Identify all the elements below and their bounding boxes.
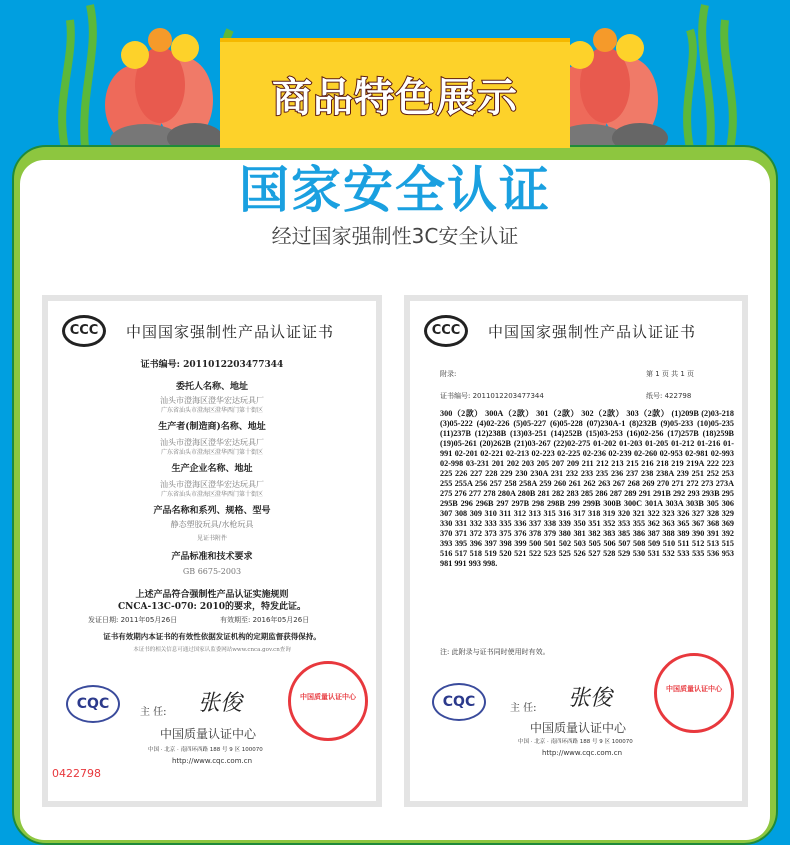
expiry-date: 有效期至: 2016年05月26日 <box>220 616 310 624</box>
ccc-logo: CCC <box>62 315 106 347</box>
org-url: http://www.cqc.com.cn <box>172 757 253 765</box>
org-address: 中国 · 北京 · 南四环西路 188 号 9 区 100070 <box>148 747 263 753</box>
section-subtitle: 经过国家强制性3C安全认证 <box>271 224 519 248</box>
org-name: 中国质量认证中心 <box>530 721 627 735</box>
appendix-note: 注: 此附录与证书同时使用时有效。 <box>440 648 550 656</box>
value: 广东省汕头市澄海区澄华西门第十街区 <box>160 449 263 456</box>
org-name: 中国质量认证中心 <box>160 727 257 741</box>
appendix-label: 附录: <box>440 370 457 378</box>
value: 广东省汕头市澄海区澄华西门第十街区 <box>160 407 263 414</box>
director-label: 主 任: <box>140 707 167 718</box>
value: 广东省汕头市澄海区澄华西门第十街区 <box>160 491 263 498</box>
cert-number: 证书编号: 2011012203477344 <box>140 360 284 370</box>
value: 静态塑胶玩具/水枪玩具 <box>170 520 254 529</box>
certificate-appendix-image <box>404 295 748 807</box>
page-indicator: 第 1 页 共 1 页 <box>646 370 695 378</box>
label: 生产企业名称、地址 <box>171 464 253 474</box>
certificate-image <box>42 295 382 807</box>
org-address: 中国 · 北京 · 南四环西路 188 号 9 区 100070 <box>518 739 633 745</box>
label: 产品标准和技术要求 <box>171 552 253 562</box>
label: 委托人名称、地址 <box>175 382 248 392</box>
banner-title: 商品特色展示 <box>272 75 518 121</box>
issue-date: 发证日期: 2011年05月26日 <box>88 616 178 624</box>
label: 产品名称和系列、规格、型号 <box>153 506 271 516</box>
label: 生产者(制造商)名称、地址 <box>158 422 266 432</box>
value: 见证书附件 <box>196 535 227 542</box>
certificate-title: 中国国家强制性产品认证证书 <box>126 323 335 341</box>
cqc-logo: CQC <box>432 683 486 721</box>
model-list: 300（2款） 300A（2款） 301（2款） 302（2款） 303（2款） (1)209B (2)03-218 (3)05-222 (4)02-226 (5)05-227 (6)05-228 (07)230A-1 (8)232B (9)05-233 (10)05-235 (11)237B (12)238B (13)03-251 (14)252B (15)03-253 (16)02-256 (17)257B (18)259B (19)05-261 (20)262B (21)03-267 (22)02-275 01-202 01-203 01-205 01-212 01-216 01-991 02-201 02-221 02-213 02-223 02-225 02-236 02-239 02-260 02-953 02-981 02-993 02-998 03-231 201 202 203 205 207 209 211 212 213 215 216 218 219 219A 222 223 225 226 227 228 229 230 230A 231 232 233 235 236 237 238 238A 239 251 252 253 255 255A 256 257 258 258A 259 260 261 262 263 267 268 269 270 271 272 273 273A 275 276 277 278 280A 280B 281 282 283 285 286 287 289 291 291B 292 293 293B 295 295B 296 296B 297 297B 298 298B 299 299B 300B 300C 301A 303A 303B 305 306 307 308 309 310 311 312 313 315 316 317 318 319 320 321 322 323 326 327 328 329 330 331 332 333 335 336 337 338 339 350 351 352 353 355 362 363 365 367 368 369 370 371 372 373 375 376 378 379 380 381 382 383 385 386 387 388 389 390 391 392 393 395 396 397 398 399 500 501 502 503 505 506 507 508 509 510 511 512 513 515 516 517 518 519 520 521 522 523 525 526 527 528 529 530 531 532 533 535 536 953 981 991 993 998. <box>440 409 734 568</box>
red-seal: 中国质量认证中心 <box>288 661 368 741</box>
director-label: 主 任: <box>510 703 537 714</box>
validity-note: 证书有效期内本证书的有效性依据发证机构的定期监督获得保持。 <box>103 632 321 641</box>
statement: 上述产品符合强制性产品认证实施规则 <box>135 590 289 600</box>
value: 汕头市澄海区澄华宏达玩具厂 <box>160 396 264 405</box>
value: GB 6675-2003 <box>182 567 242 576</box>
paper-number: 纸号: 422798 <box>646 392 692 400</box>
red-seal: 中国质量认证中心 <box>654 653 734 733</box>
ccc-logo: CCC <box>424 315 468 347</box>
value: 汕头市澄海区澄华宏达玩具厂 <box>160 438 264 447</box>
org-url: http://www.cqc.com.cn <box>542 749 623 757</box>
signature: 张俊 <box>198 691 243 716</box>
certificate-title: 中国国家强制性产品认证证书 <box>488 323 697 341</box>
cqc-logo: CQC <box>66 685 120 723</box>
statement: CNCA-13C-070: 2010的要求，特发此证。 <box>118 602 306 612</box>
value: 汕头市澄海区澄华宏达玩具厂 <box>160 480 264 489</box>
serial-number: 0422798 <box>52 767 101 780</box>
section-title: 国家安全认证 <box>239 161 551 219</box>
signature: 张俊 <box>568 686 613 711</box>
query-note: 本证书的相关信息可通过国家认监委网站www.cnca.gov.cn查询 <box>133 647 291 653</box>
coral-seaweed-decoration-right <box>540 0 740 148</box>
cert-number: 证书编号: 2011012203477344 <box>440 392 544 400</box>
banner <box>220 38 570 148</box>
